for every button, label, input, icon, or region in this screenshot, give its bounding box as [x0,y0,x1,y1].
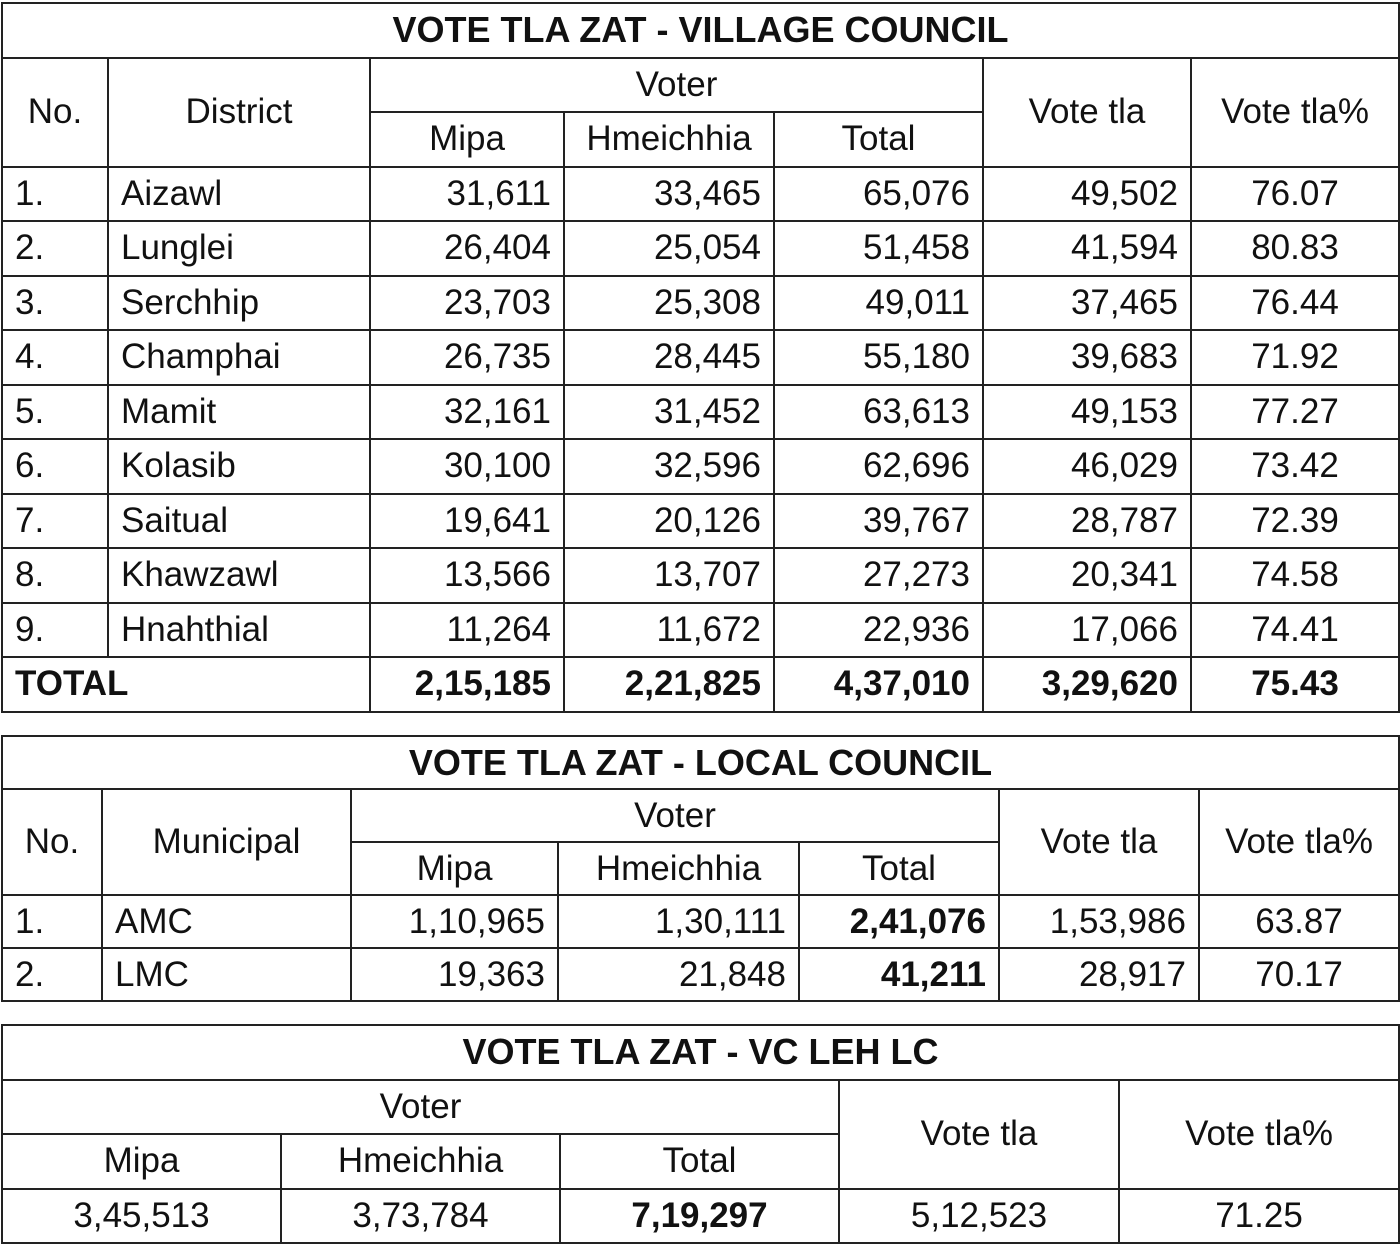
cell-district: Mamit [108,385,370,440]
cell-vote-tla: 5,12,523 [839,1189,1119,1244]
local-council-table [1,735,1400,1002]
cell-mipa: 30,100 [370,439,564,494]
cell-hmeichhia: 25,308 [564,276,774,331]
cell-municipal: AMC [102,895,351,948]
cell-hmeichhia: 20,126 [564,494,774,549]
village-council-title: VOTE TLA ZAT - VILLAGE COUNCIL [2,3,1399,58]
cell-district: Serchhip [108,276,370,331]
cell-mipa: 26,735 [370,330,564,385]
cell-pct: 70.17 [1199,948,1399,1001]
table-row [2,494,1399,549]
cell-no: 8. [2,548,108,603]
cell-total: 49,011 [774,276,983,331]
cell-hmeichhia: 32,596 [564,439,774,494]
header-total: Total [560,1134,839,1189]
cell-no: 2. [2,948,102,1001]
table-row [2,276,1399,331]
cell-total: 55,180 [774,330,983,385]
table-row [2,330,1399,385]
cell-hmeichhia: 3,73,784 [281,1189,560,1244]
cell-pct: 63.87 [1199,895,1399,948]
header-vote-tla: Vote tla [839,1080,1119,1189]
cell-mipa: 32,161 [370,385,564,440]
cell-district: Saitual [108,494,370,549]
cell-district: Kolasib [108,439,370,494]
vc-leh-lc-table [1,1024,1400,1244]
cell-pct: 77.27 [1191,385,1399,440]
cell-no: 1. [2,895,102,948]
cell-total: 65,076 [774,167,983,222]
cell-hmeichhia: 28,445 [564,330,774,385]
local-council-title: VOTE TLA ZAT - LOCAL COUNCIL [2,736,1399,789]
cell-mipa: 26,404 [370,221,564,276]
header-hmeichhia: Hmeichhia [281,1134,560,1189]
cell-vote-tla: 37,465 [983,276,1191,331]
header-district: District [108,58,370,167]
cell-mipa: 13,566 [370,548,564,603]
cell-total: 62,696 [774,439,983,494]
table-row [2,167,1399,222]
total-row [2,657,1399,712]
cell-no: 9. [2,603,108,658]
cell-no: 3. [2,276,108,331]
cell-mipa: 19,641 [370,494,564,549]
cell-no: 7. [2,494,108,549]
cell-mipa: 31,611 [370,167,564,222]
cell-district: Khawzawl [108,548,370,603]
cell-vote-tla: 41,594 [983,221,1191,276]
header-voter: Voter [370,58,983,113]
table-row [2,548,1399,603]
cell-vote-tla: 49,502 [983,167,1191,222]
cell-no: 4. [2,330,108,385]
cell-pct: 74.41 [1191,603,1399,658]
cell-total: 51,458 [774,221,983,276]
table-row [2,1189,1399,1244]
cell-total: 2,41,076 [799,895,999,948]
table-row [2,895,1399,948]
header-voter: Voter [351,789,999,842]
cell-hmeichhia: 13,707 [564,548,774,603]
cell-no: 5. [2,385,108,440]
header-mipa: Mipa [351,842,558,895]
cell-pct: 74.58 [1191,548,1399,603]
cell-district: Champhai [108,330,370,385]
header-hmeichhia: Hmeichhia [564,112,774,167]
header-total: Total [799,842,999,895]
cell-pct: 71.25 [1119,1189,1399,1244]
total-vote-tla: 3,29,620 [983,657,1191,712]
cell-pct: 76.44 [1191,276,1399,331]
header-total: Total [774,112,983,167]
cell-hmeichhia: 25,054 [564,221,774,276]
cell-total: 41,211 [799,948,999,1001]
cell-vote-tla: 28,917 [999,948,1199,1001]
cell-vote-tla: 20,341 [983,548,1191,603]
cell-total: 39,767 [774,494,983,549]
header-no: No. [2,58,108,167]
cell-total: 22,936 [774,603,983,658]
village-council-table [1,2,1400,713]
header-vote-tla-pct: Vote tla% [1119,1080,1399,1189]
total-mipa: 2,15,185 [370,657,564,712]
total-label: TOTAL [2,657,370,712]
cell-total: 27,273 [774,548,983,603]
cell-hmeichhia: 1,30,111 [558,895,799,948]
total-hmeichhia: 2,21,825 [564,657,774,712]
header-vote-tla: Vote tla [999,789,1199,895]
cell-total: 7,19,297 [560,1189,839,1244]
table-row [2,221,1399,276]
cell-district: Hnahthial [108,603,370,658]
table-row [2,948,1399,1001]
cell-hmeichhia: 21,848 [558,948,799,1001]
cell-no: 2. [2,221,108,276]
total-total: 4,37,010 [774,657,983,712]
cell-mipa: 23,703 [370,276,564,331]
header-vote-tla: Vote tla [983,58,1191,167]
cell-hmeichhia: 11,672 [564,603,774,658]
cell-mipa: 1,10,965 [351,895,558,948]
total-pct: 75.43 [1191,657,1399,712]
header-mipa: Mipa [370,112,564,167]
header-mipa: Mipa [2,1134,281,1189]
cell-hmeichhia: 31,452 [564,385,774,440]
cell-hmeichhia: 33,465 [564,167,774,222]
table-row [2,439,1399,494]
cell-pct: 73.42 [1191,439,1399,494]
vc-leh-lc-title: VOTE TLA ZAT - VC LEH LC [2,1025,1399,1080]
cell-pct: 71.92 [1191,330,1399,385]
cell-district: Lunglei [108,221,370,276]
header-no: No. [2,789,102,895]
cell-municipal: LMC [102,948,351,1001]
cell-mipa: 19,363 [351,948,558,1001]
cell-total: 63,613 [774,385,983,440]
cell-vote-tla: 1,53,986 [999,895,1199,948]
table-row [2,385,1399,440]
header-voter: Voter [2,1080,839,1135]
cell-vote-tla: 39,683 [983,330,1191,385]
header-vote-tla-pct: Vote tla% [1191,58,1399,167]
header-hmeichhia: Hmeichhia [558,842,799,895]
cell-vote-tla: 49,153 [983,385,1191,440]
header-municipal: Municipal [102,789,351,895]
cell-vote-tla: 28,787 [983,494,1191,549]
cell-vote-tla: 46,029 [983,439,1191,494]
cell-mipa: 3,45,513 [2,1189,281,1244]
cell-no: 1. [2,167,108,222]
header-vote-tla-pct: Vote tla% [1199,789,1399,895]
cell-pct: 80.83 [1191,221,1399,276]
cell-district: Aizawl [108,167,370,222]
cell-mipa: 11,264 [370,603,564,658]
cell-pct: 72.39 [1191,494,1399,549]
cell-no: 6. [2,439,108,494]
cell-vote-tla: 17,066 [983,603,1191,658]
table-row [2,603,1399,658]
cell-pct: 76.07 [1191,167,1399,222]
